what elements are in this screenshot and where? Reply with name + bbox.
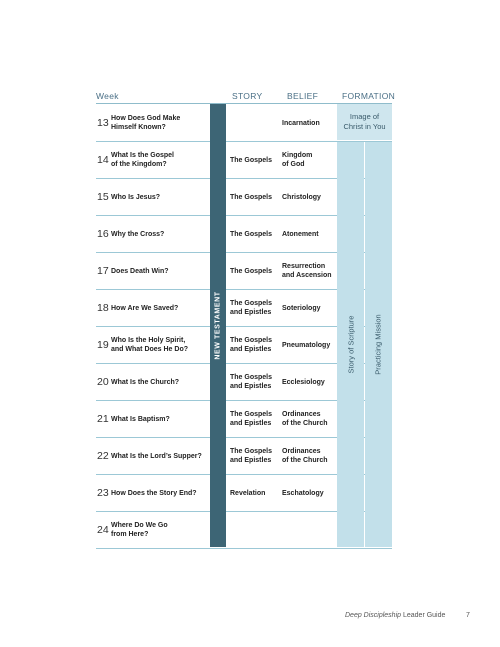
story-cell: Revelation bbox=[230, 489, 266, 497]
story-cell bbox=[230, 512, 282, 548]
week-number: 16 bbox=[97, 228, 109, 240]
footer-title: Deep Discipleship Leader Guide bbox=[345, 612, 446, 619]
story-cell: The Gospels and Epistles bbox=[230, 448, 273, 464]
practicing-mission-label: Practicing Mission bbox=[374, 314, 383, 375]
story-cell: The Gospels and Epistles bbox=[230, 300, 273, 316]
week-topic: What Is Baptism? bbox=[111, 415, 170, 423]
page-number: 7 bbox=[466, 612, 470, 619]
new-testament-label: NEW TESTAMENT bbox=[214, 291, 222, 360]
story-cell: The Gospels bbox=[230, 267, 273, 275]
week-topic: What Is the Gospel of the Kingdom? bbox=[111, 152, 175, 168]
week-topic: Does Death Win? bbox=[111, 267, 169, 275]
story-cell: The Gospels bbox=[230, 193, 273, 201]
week-number: 13 bbox=[97, 117, 109, 129]
story-cell: The Gospels and Epistles bbox=[230, 337, 273, 353]
week-topic: Where Do We Go from Here? bbox=[111, 522, 168, 538]
week-number: 14 bbox=[97, 154, 109, 166]
week-topic: What Is the Lord’s Supper? bbox=[111, 452, 202, 460]
story-cell: The Gospels and Epistles bbox=[230, 374, 273, 390]
week-number: 18 bbox=[97, 302, 109, 314]
story-cell: The Gospels and Epistles bbox=[230, 411, 273, 427]
week-topic: Who Is Jesus? bbox=[111, 193, 161, 201]
week-number: 17 bbox=[97, 265, 109, 277]
belief-cell: Resurrection and Ascension bbox=[282, 263, 332, 279]
header-story: STORY bbox=[232, 91, 263, 101]
week-number: 20 bbox=[97, 376, 109, 388]
week-topic: How Does God Make Himself Known? bbox=[111, 115, 181, 131]
week-number: 24 bbox=[97, 524, 109, 536]
week-topic: Why the Cross? bbox=[111, 230, 165, 238]
header-formation: FORMATION bbox=[342, 91, 396, 101]
week-topic: Who Is the Holy Spirit, and What Does He Do? bbox=[111, 337, 189, 353]
belief-cell: Ordinances of the Church bbox=[282, 411, 328, 427]
week-topic: How Does the Story End? bbox=[111, 489, 197, 497]
belief-cell: Soteriology bbox=[282, 304, 321, 312]
image-of-christ-cell: Image of Christ in You bbox=[337, 104, 392, 140]
story-of-scripture-label: Story of Scripture bbox=[346, 315, 356, 374]
belief-cell: Kingdom of God bbox=[282, 152, 313, 168]
week-topic: What Is the Church? bbox=[111, 378, 180, 386]
belief-cell: Atonement bbox=[282, 230, 319, 238]
belief-cell: Ecclesiology bbox=[282, 378, 325, 386]
week-number: 15 bbox=[97, 191, 109, 203]
story-cell: The Gospels bbox=[230, 156, 273, 164]
story-cell bbox=[230, 105, 282, 141]
belief-cell: Pneumatology bbox=[282, 341, 331, 349]
belief-cell: Incarnation bbox=[282, 119, 320, 127]
week-number: 21 bbox=[97, 413, 109, 425]
week-topic: How Are We Saved? bbox=[111, 304, 179, 312]
week-number: 22 bbox=[97, 450, 109, 462]
belief-cell: Eschatology bbox=[282, 489, 324, 497]
week-number: 23 bbox=[97, 487, 109, 499]
week-number: 19 bbox=[97, 339, 109, 351]
belief-cell bbox=[282, 512, 338, 548]
header-week: Week bbox=[96, 91, 119, 101]
header-belief: BELIEF bbox=[287, 91, 319, 101]
belief-cell: Christology bbox=[282, 193, 321, 201]
belief-cell: Ordinances of the Church bbox=[282, 448, 328, 464]
story-cell: The Gospels bbox=[230, 230, 273, 238]
